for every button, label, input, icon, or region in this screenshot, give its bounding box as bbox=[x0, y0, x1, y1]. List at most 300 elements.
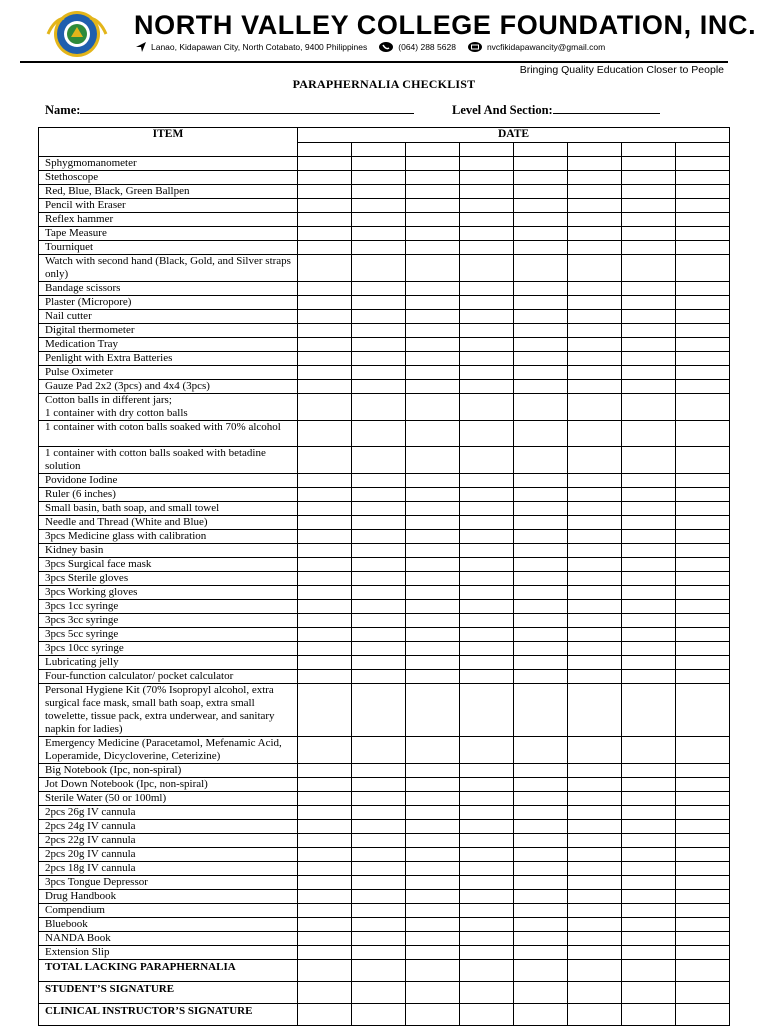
check-cell[interactable] bbox=[460, 227, 514, 241]
check-cell[interactable] bbox=[676, 241, 730, 255]
check-cell[interactable] bbox=[406, 848, 460, 862]
check-cell[interactable] bbox=[676, 171, 730, 185]
check-cell[interactable] bbox=[352, 684, 406, 737]
check-cell[interactable] bbox=[514, 171, 568, 185]
check-cell[interactable] bbox=[514, 764, 568, 778]
check-cell[interactable] bbox=[568, 502, 622, 516]
check-cell[interactable] bbox=[514, 778, 568, 792]
check-cell[interactable] bbox=[622, 241, 676, 255]
check-cell[interactable] bbox=[514, 530, 568, 544]
check-cell[interactable] bbox=[460, 199, 514, 213]
check-cell[interactable] bbox=[676, 502, 730, 516]
check-cell[interactable] bbox=[352, 820, 406, 834]
check-cell[interactable] bbox=[298, 296, 352, 310]
check-cell[interactable] bbox=[676, 834, 730, 848]
check-cell[interactable] bbox=[460, 946, 514, 960]
check-cell[interactable] bbox=[676, 946, 730, 960]
check-cell[interactable] bbox=[406, 656, 460, 670]
date-header-cell[interactable] bbox=[298, 143, 352, 157]
signature-cell[interactable] bbox=[622, 1004, 676, 1026]
check-cell[interactable] bbox=[622, 600, 676, 614]
check-cell[interactable] bbox=[406, 157, 460, 171]
check-cell[interactable] bbox=[514, 737, 568, 764]
check-cell[interactable] bbox=[514, 502, 568, 516]
check-cell[interactable] bbox=[676, 628, 730, 642]
check-cell[interactable] bbox=[352, 474, 406, 488]
check-cell[interactable] bbox=[622, 255, 676, 282]
check-cell[interactable] bbox=[406, 862, 460, 876]
check-cell[interactable] bbox=[676, 157, 730, 171]
check-cell[interactable] bbox=[298, 338, 352, 352]
check-cell[interactable] bbox=[298, 255, 352, 282]
check-cell[interactable] bbox=[352, 380, 406, 394]
check-cell[interactable] bbox=[460, 614, 514, 628]
check-cell[interactable] bbox=[298, 171, 352, 185]
check-cell[interactable] bbox=[676, 488, 730, 502]
check-cell[interactable] bbox=[298, 558, 352, 572]
check-cell[interactable] bbox=[406, 255, 460, 282]
check-cell[interactable] bbox=[298, 586, 352, 600]
signature-cell[interactable] bbox=[568, 982, 622, 1004]
check-cell[interactable] bbox=[622, 848, 676, 862]
check-cell[interactable] bbox=[622, 213, 676, 227]
check-cell[interactable] bbox=[568, 185, 622, 199]
check-cell[interactable] bbox=[406, 820, 460, 834]
check-cell[interactable] bbox=[514, 600, 568, 614]
check-cell[interactable] bbox=[514, 890, 568, 904]
check-cell[interactable] bbox=[352, 737, 406, 764]
check-cell[interactable] bbox=[676, 255, 730, 282]
check-cell[interactable] bbox=[406, 737, 460, 764]
signature-cell[interactable] bbox=[514, 1004, 568, 1026]
signature-cell[interactable] bbox=[676, 960, 730, 982]
check-cell[interactable] bbox=[460, 918, 514, 932]
check-cell[interactable] bbox=[622, 516, 676, 530]
signature-cell[interactable] bbox=[514, 960, 568, 982]
check-cell[interactable] bbox=[460, 792, 514, 806]
check-cell[interactable] bbox=[568, 447, 622, 474]
check-cell[interactable] bbox=[568, 241, 622, 255]
check-cell[interactable] bbox=[622, 670, 676, 684]
check-cell[interactable] bbox=[676, 600, 730, 614]
check-cell[interactable] bbox=[298, 310, 352, 324]
check-cell[interactable] bbox=[676, 185, 730, 199]
check-cell[interactable] bbox=[352, 502, 406, 516]
check-cell[interactable] bbox=[352, 778, 406, 792]
check-cell[interactable] bbox=[406, 488, 460, 502]
check-cell[interactable] bbox=[514, 656, 568, 670]
check-cell[interactable] bbox=[676, 932, 730, 946]
check-cell[interactable] bbox=[568, 890, 622, 904]
check-cell[interactable] bbox=[514, 558, 568, 572]
check-cell[interactable] bbox=[352, 366, 406, 380]
level-section-field[interactable] bbox=[452, 102, 660, 118]
check-cell[interactable] bbox=[460, 600, 514, 614]
check-cell[interactable] bbox=[460, 255, 514, 282]
check-cell[interactable] bbox=[352, 918, 406, 932]
check-cell[interactable] bbox=[298, 572, 352, 586]
check-cell[interactable] bbox=[460, 544, 514, 558]
check-cell[interactable] bbox=[352, 628, 406, 642]
signature-cell[interactable] bbox=[298, 982, 352, 1004]
check-cell[interactable] bbox=[568, 324, 622, 338]
check-cell[interactable] bbox=[352, 530, 406, 544]
check-cell[interactable] bbox=[676, 656, 730, 670]
check-cell[interactable] bbox=[676, 227, 730, 241]
check-cell[interactable] bbox=[568, 642, 622, 656]
check-cell[interactable] bbox=[514, 642, 568, 656]
check-cell[interactable] bbox=[406, 670, 460, 684]
check-cell[interactable] bbox=[568, 558, 622, 572]
check-cell[interactable] bbox=[460, 684, 514, 737]
check-cell[interactable] bbox=[406, 558, 460, 572]
check-cell[interactable] bbox=[298, 502, 352, 516]
check-cell[interactable] bbox=[298, 516, 352, 530]
check-cell[interactable] bbox=[298, 737, 352, 764]
date-header-cell[interactable] bbox=[568, 143, 622, 157]
check-cell[interactable] bbox=[406, 213, 460, 227]
check-cell[interactable] bbox=[622, 530, 676, 544]
check-cell[interactable] bbox=[622, 572, 676, 586]
check-cell[interactable] bbox=[298, 614, 352, 628]
check-cell[interactable] bbox=[514, 255, 568, 282]
check-cell[interactable] bbox=[460, 642, 514, 656]
check-cell[interactable] bbox=[514, 572, 568, 586]
signature-cell[interactable] bbox=[352, 960, 406, 982]
check-cell[interactable] bbox=[514, 199, 568, 213]
check-cell[interactable] bbox=[622, 876, 676, 890]
check-cell[interactable] bbox=[460, 530, 514, 544]
signature-cell[interactable] bbox=[406, 960, 460, 982]
check-cell[interactable] bbox=[406, 199, 460, 213]
check-cell[interactable] bbox=[676, 806, 730, 820]
check-cell[interactable] bbox=[514, 792, 568, 806]
check-cell[interactable] bbox=[514, 447, 568, 474]
check-cell[interactable] bbox=[352, 324, 406, 338]
level-section-blank-line[interactable] bbox=[553, 102, 660, 114]
signature-cell[interactable] bbox=[460, 982, 514, 1004]
check-cell[interactable] bbox=[406, 338, 460, 352]
date-header-cell[interactable] bbox=[514, 143, 568, 157]
check-cell[interactable] bbox=[352, 488, 406, 502]
check-cell[interactable] bbox=[622, 310, 676, 324]
check-cell[interactable] bbox=[460, 862, 514, 876]
check-cell[interactable] bbox=[460, 586, 514, 600]
check-cell[interactable] bbox=[514, 670, 568, 684]
check-cell[interactable] bbox=[514, 227, 568, 241]
check-cell[interactable] bbox=[298, 241, 352, 255]
check-cell[interactable] bbox=[568, 820, 622, 834]
check-cell[interactable] bbox=[460, 876, 514, 890]
check-cell[interactable] bbox=[622, 586, 676, 600]
check-cell[interactable] bbox=[514, 338, 568, 352]
check-cell[interactable] bbox=[352, 296, 406, 310]
check-cell[interactable] bbox=[514, 876, 568, 890]
check-cell[interactable] bbox=[298, 834, 352, 848]
check-cell[interactable] bbox=[298, 778, 352, 792]
check-cell[interactable] bbox=[298, 670, 352, 684]
check-cell[interactable] bbox=[406, 394, 460, 421]
signature-cell[interactable] bbox=[298, 1004, 352, 1026]
signature-cell[interactable] bbox=[406, 1004, 460, 1026]
check-cell[interactable] bbox=[352, 516, 406, 530]
check-cell[interactable] bbox=[460, 737, 514, 764]
signature-cell[interactable] bbox=[460, 960, 514, 982]
check-cell[interactable] bbox=[460, 421, 514, 447]
check-cell[interactable] bbox=[352, 282, 406, 296]
check-cell[interactable] bbox=[406, 310, 460, 324]
check-cell[interactable] bbox=[568, 282, 622, 296]
check-cell[interactable] bbox=[298, 642, 352, 656]
check-cell[interactable] bbox=[460, 820, 514, 834]
check-cell[interactable] bbox=[568, 737, 622, 764]
check-cell[interactable] bbox=[406, 806, 460, 820]
check-cell[interactable] bbox=[298, 157, 352, 171]
check-cell[interactable] bbox=[568, 213, 622, 227]
check-cell[interactable] bbox=[568, 310, 622, 324]
check-cell[interactable] bbox=[676, 792, 730, 806]
signature-cell[interactable] bbox=[676, 982, 730, 1004]
check-cell[interactable] bbox=[568, 862, 622, 876]
check-cell[interactable] bbox=[676, 764, 730, 778]
check-cell[interactable] bbox=[352, 614, 406, 628]
check-cell[interactable] bbox=[406, 241, 460, 255]
check-cell[interactable] bbox=[352, 572, 406, 586]
check-cell[interactable] bbox=[406, 586, 460, 600]
check-cell[interactable] bbox=[514, 904, 568, 918]
check-cell[interactable] bbox=[298, 447, 352, 474]
check-cell[interactable] bbox=[514, 918, 568, 932]
signature-cell[interactable] bbox=[622, 982, 676, 1004]
check-cell[interactable] bbox=[568, 932, 622, 946]
check-cell[interactable] bbox=[676, 474, 730, 488]
check-cell[interactable] bbox=[460, 932, 514, 946]
check-cell[interactable] bbox=[352, 171, 406, 185]
check-cell[interactable] bbox=[352, 213, 406, 227]
check-cell[interactable] bbox=[568, 421, 622, 447]
check-cell[interactable] bbox=[622, 904, 676, 918]
check-cell[interactable] bbox=[514, 806, 568, 820]
check-cell[interactable] bbox=[568, 628, 622, 642]
check-cell[interactable] bbox=[568, 848, 622, 862]
check-cell[interactable] bbox=[568, 572, 622, 586]
check-cell[interactable] bbox=[622, 642, 676, 656]
check-cell[interactable] bbox=[676, 642, 730, 656]
check-cell[interactable] bbox=[676, 516, 730, 530]
check-cell[interactable] bbox=[352, 848, 406, 862]
check-cell[interactable] bbox=[352, 904, 406, 918]
check-cell[interactable] bbox=[352, 199, 406, 213]
check-cell[interactable] bbox=[298, 394, 352, 421]
check-cell[interactable] bbox=[298, 820, 352, 834]
check-cell[interactable] bbox=[460, 488, 514, 502]
check-cell[interactable] bbox=[622, 558, 676, 572]
check-cell[interactable] bbox=[406, 380, 460, 394]
check-cell[interactable] bbox=[298, 324, 352, 338]
signature-cell[interactable] bbox=[622, 960, 676, 982]
check-cell[interactable] bbox=[298, 227, 352, 241]
check-cell[interactable] bbox=[406, 447, 460, 474]
check-cell[interactable] bbox=[460, 366, 514, 380]
check-cell[interactable] bbox=[298, 932, 352, 946]
check-cell[interactable] bbox=[676, 544, 730, 558]
check-cell[interactable] bbox=[568, 380, 622, 394]
check-cell[interactable] bbox=[298, 352, 352, 366]
check-cell[interactable] bbox=[514, 820, 568, 834]
check-cell[interactable] bbox=[514, 366, 568, 380]
check-cell[interactable] bbox=[298, 530, 352, 544]
check-cell[interactable] bbox=[676, 366, 730, 380]
check-cell[interactable] bbox=[352, 227, 406, 241]
check-cell[interactable] bbox=[568, 474, 622, 488]
check-cell[interactable] bbox=[406, 684, 460, 737]
check-cell[interactable] bbox=[514, 834, 568, 848]
check-cell[interactable] bbox=[568, 394, 622, 421]
check-cell[interactable] bbox=[622, 227, 676, 241]
check-cell[interactable] bbox=[298, 488, 352, 502]
check-cell[interactable] bbox=[568, 338, 622, 352]
check-cell[interactable] bbox=[298, 946, 352, 960]
check-cell[interactable] bbox=[676, 310, 730, 324]
check-cell[interactable] bbox=[622, 792, 676, 806]
check-cell[interactable] bbox=[568, 778, 622, 792]
check-cell[interactable] bbox=[352, 642, 406, 656]
check-cell[interactable] bbox=[676, 848, 730, 862]
check-cell[interactable] bbox=[514, 474, 568, 488]
date-header-cell[interactable] bbox=[676, 143, 730, 157]
check-cell[interactable] bbox=[298, 213, 352, 227]
check-cell[interactable] bbox=[352, 338, 406, 352]
check-cell[interactable] bbox=[676, 199, 730, 213]
check-cell[interactable] bbox=[676, 282, 730, 296]
check-cell[interactable] bbox=[622, 338, 676, 352]
check-cell[interactable] bbox=[676, 380, 730, 394]
check-cell[interactable] bbox=[568, 806, 622, 820]
check-cell[interactable] bbox=[568, 352, 622, 366]
check-cell[interactable] bbox=[514, 684, 568, 737]
check-cell[interactable] bbox=[622, 157, 676, 171]
check-cell[interactable] bbox=[514, 241, 568, 255]
check-cell[interactable] bbox=[460, 778, 514, 792]
check-cell[interactable] bbox=[352, 447, 406, 474]
check-cell[interactable] bbox=[622, 447, 676, 474]
check-cell[interactable] bbox=[676, 324, 730, 338]
check-cell[interactable] bbox=[514, 157, 568, 171]
check-cell[interactable] bbox=[622, 614, 676, 628]
check-cell[interactable] bbox=[406, 834, 460, 848]
check-cell[interactable] bbox=[676, 530, 730, 544]
check-cell[interactable] bbox=[352, 806, 406, 820]
check-cell[interactable] bbox=[514, 421, 568, 447]
check-cell[interactable] bbox=[298, 684, 352, 737]
check-cell[interactable] bbox=[460, 282, 514, 296]
check-cell[interactable] bbox=[514, 185, 568, 199]
check-cell[interactable] bbox=[406, 642, 460, 656]
check-cell[interactable] bbox=[460, 502, 514, 516]
check-cell[interactable] bbox=[622, 737, 676, 764]
check-cell[interactable] bbox=[298, 848, 352, 862]
check-cell[interactable] bbox=[676, 213, 730, 227]
check-cell[interactable] bbox=[460, 572, 514, 586]
check-cell[interactable] bbox=[622, 394, 676, 421]
check-cell[interactable] bbox=[514, 282, 568, 296]
check-cell[interactable] bbox=[406, 296, 460, 310]
check-cell[interactable] bbox=[460, 338, 514, 352]
check-cell[interactable] bbox=[298, 185, 352, 199]
check-cell[interactable] bbox=[460, 241, 514, 255]
check-cell[interactable] bbox=[622, 820, 676, 834]
check-cell[interactable] bbox=[622, 684, 676, 737]
check-cell[interactable] bbox=[622, 862, 676, 876]
signature-cell[interactable] bbox=[406, 982, 460, 1004]
check-cell[interactable] bbox=[298, 764, 352, 778]
check-cell[interactable] bbox=[514, 946, 568, 960]
check-cell[interactable] bbox=[460, 558, 514, 572]
check-cell[interactable] bbox=[406, 530, 460, 544]
check-cell[interactable] bbox=[298, 421, 352, 447]
check-cell[interactable] bbox=[622, 324, 676, 338]
check-cell[interactable] bbox=[568, 792, 622, 806]
check-cell[interactable] bbox=[460, 670, 514, 684]
check-cell[interactable] bbox=[460, 447, 514, 474]
check-cell[interactable] bbox=[676, 876, 730, 890]
check-cell[interactable] bbox=[568, 918, 622, 932]
check-cell[interactable] bbox=[622, 656, 676, 670]
check-cell[interactable] bbox=[298, 862, 352, 876]
check-cell[interactable] bbox=[460, 806, 514, 820]
check-cell[interactable] bbox=[514, 862, 568, 876]
check-cell[interactable] bbox=[406, 890, 460, 904]
date-header-cell[interactable] bbox=[460, 143, 514, 157]
check-cell[interactable] bbox=[568, 171, 622, 185]
check-cell[interactable] bbox=[622, 171, 676, 185]
check-cell[interactable] bbox=[298, 628, 352, 642]
check-cell[interactable] bbox=[460, 185, 514, 199]
check-cell[interactable] bbox=[514, 488, 568, 502]
check-cell[interactable] bbox=[352, 834, 406, 848]
check-cell[interactable] bbox=[514, 310, 568, 324]
check-cell[interactable] bbox=[514, 394, 568, 421]
check-cell[interactable] bbox=[514, 614, 568, 628]
check-cell[interactable] bbox=[406, 600, 460, 614]
check-cell[interactable] bbox=[460, 474, 514, 488]
check-cell[interactable] bbox=[460, 171, 514, 185]
check-cell[interactable] bbox=[568, 157, 622, 171]
check-cell[interactable] bbox=[406, 502, 460, 516]
check-cell[interactable] bbox=[676, 684, 730, 737]
check-cell[interactable] bbox=[406, 904, 460, 918]
check-cell[interactable] bbox=[406, 614, 460, 628]
check-cell[interactable] bbox=[676, 904, 730, 918]
check-cell[interactable] bbox=[622, 282, 676, 296]
check-cell[interactable] bbox=[406, 324, 460, 338]
check-cell[interactable] bbox=[406, 227, 460, 241]
check-cell[interactable] bbox=[298, 890, 352, 904]
check-cell[interactable] bbox=[568, 366, 622, 380]
check-cell[interactable] bbox=[568, 764, 622, 778]
check-cell[interactable] bbox=[568, 296, 622, 310]
check-cell[interactable] bbox=[460, 848, 514, 862]
check-cell[interactable] bbox=[622, 628, 676, 642]
check-cell[interactable] bbox=[460, 516, 514, 530]
check-cell[interactable] bbox=[622, 502, 676, 516]
signature-cell[interactable] bbox=[352, 1004, 406, 1026]
check-cell[interactable] bbox=[514, 544, 568, 558]
check-cell[interactable] bbox=[568, 488, 622, 502]
check-cell[interactable] bbox=[460, 394, 514, 421]
check-cell[interactable] bbox=[622, 544, 676, 558]
check-cell[interactable] bbox=[568, 199, 622, 213]
